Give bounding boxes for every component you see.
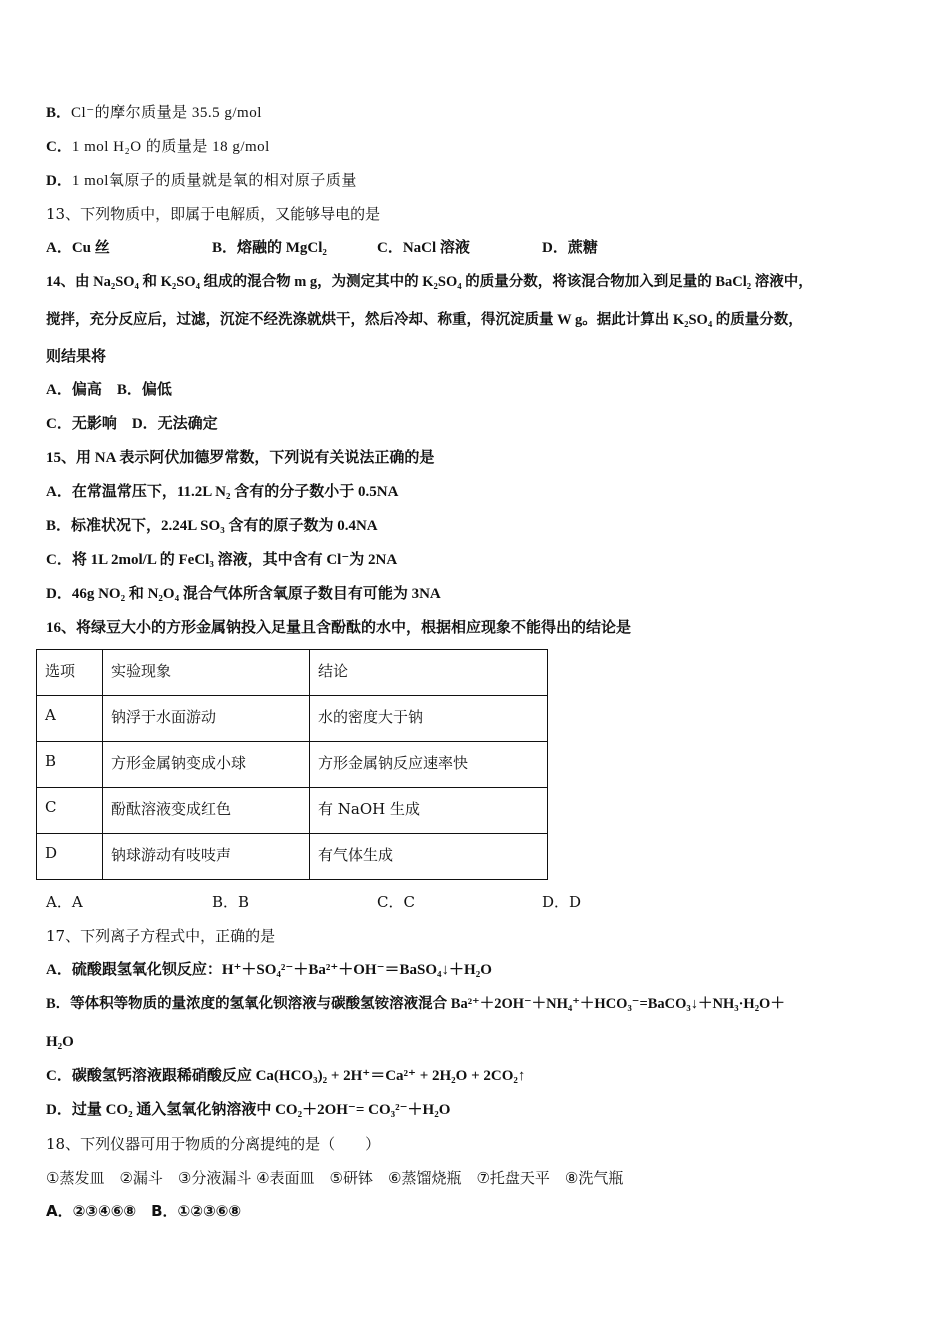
- q12-option-b-label: B．: [46, 105, 72, 121]
- table-row: [37, 742, 548, 788]
- q15-option-b: B．标准状况下，2.24L SO₃ 含有的原子数为 0.4NA: [46, 518, 378, 534]
- q16-option-a: A．A: [46, 893, 83, 911]
- q12-option-d-text: 1 mol氧原子的质量就是氧的相对原子质量: [71, 173, 357, 189]
- q16-stem: 16、将绿豆大小的方形金属钠投入足量且含酚酞的水中，根据相应现象不能得出的结论是: [46, 620, 632, 636]
- q12-option-d: [46, 170, 357, 191]
- table-header-phenomenon: 实验现象: [103, 650, 310, 696]
- q13-option-b: B．熔融的 MgCl₂: [212, 240, 327, 256]
- q17-option-a: A．硫酸跟氢氧化钡反应：H⁺＋SO₄²⁻＋Ba²⁺＋OH⁻＝BaSO₄↓＋H₂O: [46, 962, 492, 978]
- table-cell-phenomenon: 钠球游动有吱吱声: [103, 834, 310, 880]
- q18-instrument-list: ①蒸发皿 ②漏斗 ③分液漏斗 ④表面皿 ⑤研钵 ⑥蒸馏烧瓶 ⑦托盘天平 ⑧洗气瓶: [46, 1169, 624, 1187]
- table-cell-conclusion: 有 NaOH 生成: [310, 788, 548, 834]
- q13-option-d: D．蔗糖: [542, 240, 598, 256]
- table-cell-option: C: [37, 788, 103, 834]
- q13-option-c: C．NaCl 溶液: [377, 240, 470, 256]
- q18-stem: 18、下列仪器可用于物质的分离提纯的是（ ）: [46, 1135, 381, 1153]
- q16-option-b: B．B: [212, 893, 250, 911]
- table-row: [37, 788, 548, 834]
- q12-option-b: [46, 102, 262, 123]
- table-row: [37, 834, 548, 880]
- table-cell-option: A: [37, 696, 103, 742]
- q14-stem-line2: 搅拌，充分反应后，过滤，沉淀不经洗涤就烘干，然后冷却、称重，得沉淀质量 W g。据此计算出 K₂SO₄ 的质量分数，: [46, 312, 803, 328]
- q13-stem: 13、下列物质中，即属于电解质，又能够导电的是: [46, 205, 381, 223]
- q12-option-d-label: D．: [46, 173, 72, 189]
- table-header-conclusion: 结论: [310, 650, 548, 696]
- q12-option-b-text: Cl⁻的摩尔质量是 35.5 g/mol: [71, 105, 262, 121]
- q17-stem: 17、下列离子方程式中，正确的是: [46, 927, 276, 945]
- table-row: [37, 696, 548, 742]
- q17-option-b-line1: B．等体积等物质的量浓度的氢氧化钡溶液与碳酸氢铵溶液混合 Ba²⁺＋2OH⁻＋NH₄⁺＋HCO₃⁻=BaCO₃↓＋NH₃·H₂O＋: [46, 996, 785, 1012]
- q17-option-d: D．过量 CO₂ 通入氢氧化钠溶液中 CO₂＋2OH⁻= CO₃²⁻＋H₂O: [46, 1102, 451, 1118]
- q14-options-ab: A．偏高 B．偏低: [46, 382, 172, 398]
- q12-option-c-text: 1 mol H₂O 的质量是 18 g/mol: [71, 139, 270, 155]
- table-cell-conclusion: 水的密度大于钠: [310, 696, 548, 742]
- q17-option-b-line2: H₂O: [46, 1034, 74, 1050]
- q15-option-d: D．46g NO₂ 和 N₂O₄ 混合气体所含氧原子数目有可能为 3NA: [46, 586, 441, 602]
- q18-options-ab: A．②③④⑥⑧ B．①②③⑥⑧: [46, 1202, 242, 1220]
- q13-option-a: A．Cu 丝: [46, 240, 110, 256]
- table-header-row: [37, 650, 548, 696]
- q16-table: [36, 649, 548, 880]
- q14-stem-line3: 则结果将: [46, 349, 107, 365]
- table-cell-option: D: [37, 834, 103, 880]
- table-cell-phenomenon: 方形金属钠变成小球: [103, 742, 310, 788]
- q12-option-c: [46, 136, 270, 157]
- table-cell-option: B: [37, 742, 103, 788]
- q15-option-c: C．将 1L 2mol/L 的 FeCl₃ 溶液，其中含有 Cl⁻为 2NA: [46, 552, 398, 568]
- table-cell-phenomenon: 钠浮于水面游动: [103, 696, 310, 742]
- q15-stem: 15、用 NA 表示阿伏加德罗常数，下列说有关说法正确的是: [46, 450, 435, 466]
- table-cell-conclusion: 方形金属钠反应速率快: [310, 742, 548, 788]
- table-cell-conclusion: 有气体生成: [310, 834, 548, 880]
- q17-option-c: C．碳酸氢钙溶液跟稀硝酸反应 Ca(HCO₃)₂ + 2H⁺＝Ca²⁺ + 2H₂O + 2CO₂↑: [46, 1068, 526, 1084]
- q12-option-c-label: C．: [46, 139, 72, 155]
- q16-option-d: D．D: [542, 893, 582, 911]
- q14-stem-line1: 14、由 Na₂SO₄ 和 K₂SO₄ 组成的混合物 m g，为测定其中的 K₂SO₄ 的质量分数，将该混合物加入到足量的 BaCl₂ 溶液中，: [46, 274, 813, 290]
- table-header-option: 选项: [37, 650, 103, 696]
- q16-option-c: C．C: [377, 893, 415, 911]
- q14-options-cd: C．无影响 D．无法确定: [46, 416, 218, 432]
- table-cell-phenomenon: 酚酞溶液变成红色: [103, 788, 310, 834]
- q15-option-a: A．在常温常压下，11.2L N₂ 含有的分子数小于 0.5NA: [46, 484, 399, 500]
